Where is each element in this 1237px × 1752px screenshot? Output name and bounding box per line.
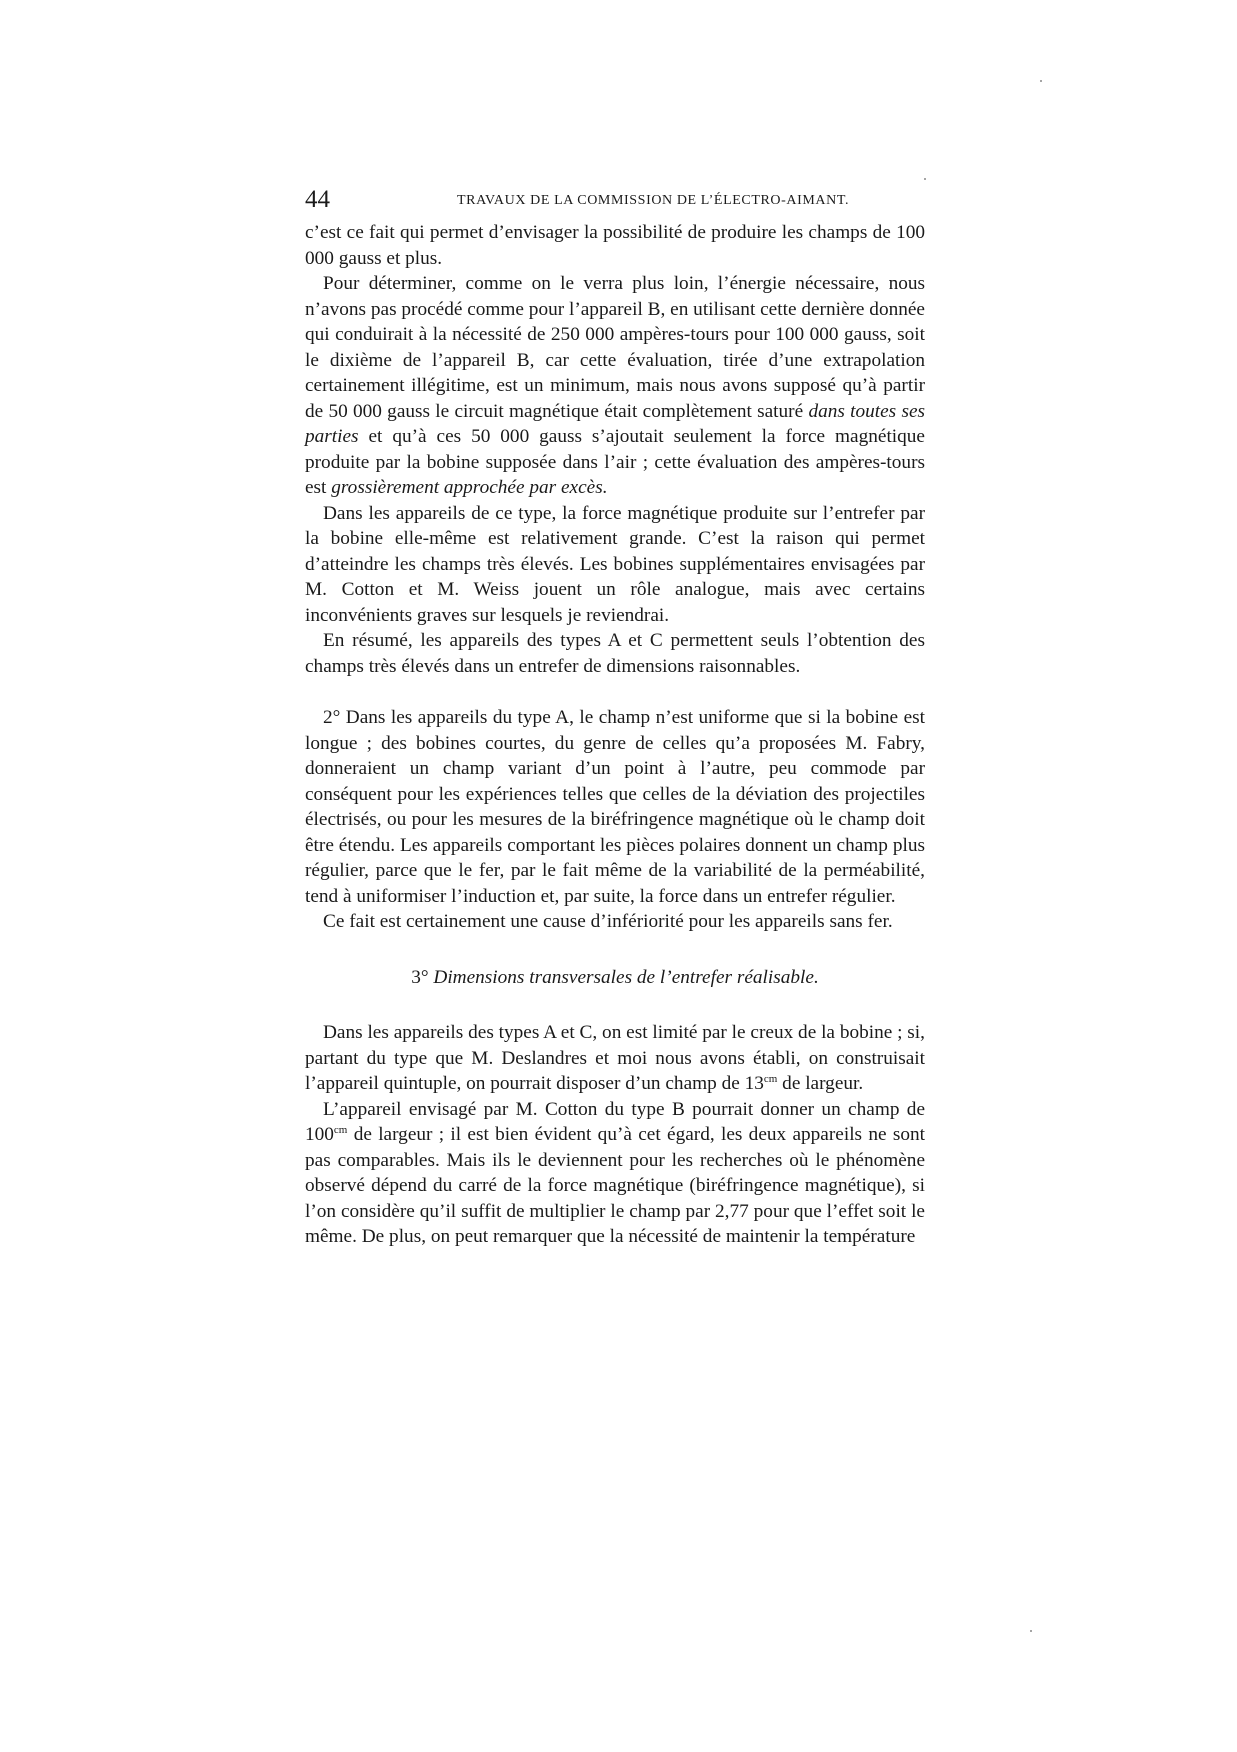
paragraph-7 <box>305 1020 925 1097</box>
paragraph-2-italic-a: dans toutes ses parties <box>305 400 926 447</box>
running-title: TRAVAUX DE LA COMMISSION DE L’ÉLECTRO-AIMANT. <box>457 193 850 208</box>
spacer <box>305 935 925 965</box>
paragraph-5: 2° Dans les appareils du type A, le champ n’est uniforme que si la bobine est longue ; des bobines courtes, du genre de celles qu’a proposées M. Fabry, donneraient un champ variant d’un point à l’autre, peu commode par conséquent pour les expériences telles que celles de la déviation des projectiles électrisés, ou pour les mesures de la biréfringence magnétique où le champ doit être étendu. Les appareils comportant les pièces polaires donnent un champ plus régulier, parce que le fer, par le fait même de la variabilité de la perméabilité, tend à uniformiser l’induction et, par suite, la force dans un entrefer régulier. <box>305 707 925 907</box>
unit-superscript: cm <box>333 1124 348 1136</box>
paragraph-8-text-a: L’appareil envisagé par M. Cotton du type B pourrait donner un champ de 100 <box>305 1098 925 1145</box>
paragraph-8-text-b: de largeur ; il est bien évident qu’à cet égard, les deux appareils ne sont pas comparables. Mais ils le deviennent pour les recherches où le phénomène observé dépend du carré de la force magnétique (biréfringence magnétique), si l’on considère qu’il suffit de multiplier le champ par 2,77 pour que l’effet soit le même. De plus, on peut remarquer que la nécessité de maintenir la température <box>305 1124 925 1247</box>
paragraph-4: En résumé, les appareils des types A et C permettent seuls l’obtention des champs très élevés dans un entrefer de dimensions raisonnables. <box>305 630 925 677</box>
paragraph-2 <box>305 271 925 501</box>
page-header <box>305 183 920 217</box>
section-heading-text: Dimensions transversales de l’entrefer réalisable. <box>433 966 819 988</box>
paragraph-7-text-a: Dans les appareils des types A et C, on est limité par le creux de la bobine ; si, partant du type que M. Deslandres et moi nous avons établi, on construisait l’appareil quintuple, on pourrait disposer d’un champ de 13 <box>305 1022 925 1094</box>
scan-speck <box>924 178 926 180</box>
scan-speck <box>1040 80 1042 82</box>
paragraph-1: c’est ce fait qui permet d’envisager la possibilité de produire les champs de 100 000 gauss et plus. <box>305 222 925 269</box>
paragraph-2-text-a: Pour déterminer, comme on le verra plus loin, l’énergie nécessaire, nous n’avons pas procédé comme pour l’appareil B, en utilisant cette dernière donnée qui conduirait à la nécessité de 250 000 ampères-tours pour 100 000 gauss, soit le dixième de l’appareil B, car cette évaluation, tirée d’une extrapolation certainement illégitime, est un minimum, mais nous avons supposé qu’à partir de 50 000 gauss le circuit magnétique était complètement saturé <box>305 273 925 422</box>
section-heading-number: 3° <box>411 966 429 988</box>
paragraph-2-italic-b: grossièrement approchée par excès. <box>331 477 608 498</box>
spacer <box>305 679 925 705</box>
body-text <box>305 220 925 1250</box>
paragraph-6: Ce fait est certainement une cause d’infériorité pour les appareils sans fer. <box>323 911 893 932</box>
section-heading <box>305 965 925 991</box>
spacer <box>305 990 925 1020</box>
paragraph-3: Dans les appareils de ce type, la force magnétique produite sur l’entrefer par la bobine elle-même est relativement grande. C’est la raison qui permet d’atteindre les champs très élevés. Les bobines supplémentaires envisagées par M. Cotton et M. Weiss jouent un rôle analogue, mais avec certains inconvénients graves sur lesquels je reviendrai. <box>305 502 925 626</box>
paragraph-8 <box>305 1097 925 1250</box>
paragraph-2-text-b: et qu’à ces 50 000 gauss s’ajoutait seulement la force magnétique produite par la bobine supposée dans l’air ; cette évaluation des ampères-tours est <box>305 426 925 498</box>
page-number: 44 <box>305 186 330 213</box>
unit-superscript: cm <box>763 1073 778 1085</box>
paragraph-7-text-b: de largeur. <box>782 1073 864 1094</box>
scan-speck <box>1030 1630 1032 1632</box>
